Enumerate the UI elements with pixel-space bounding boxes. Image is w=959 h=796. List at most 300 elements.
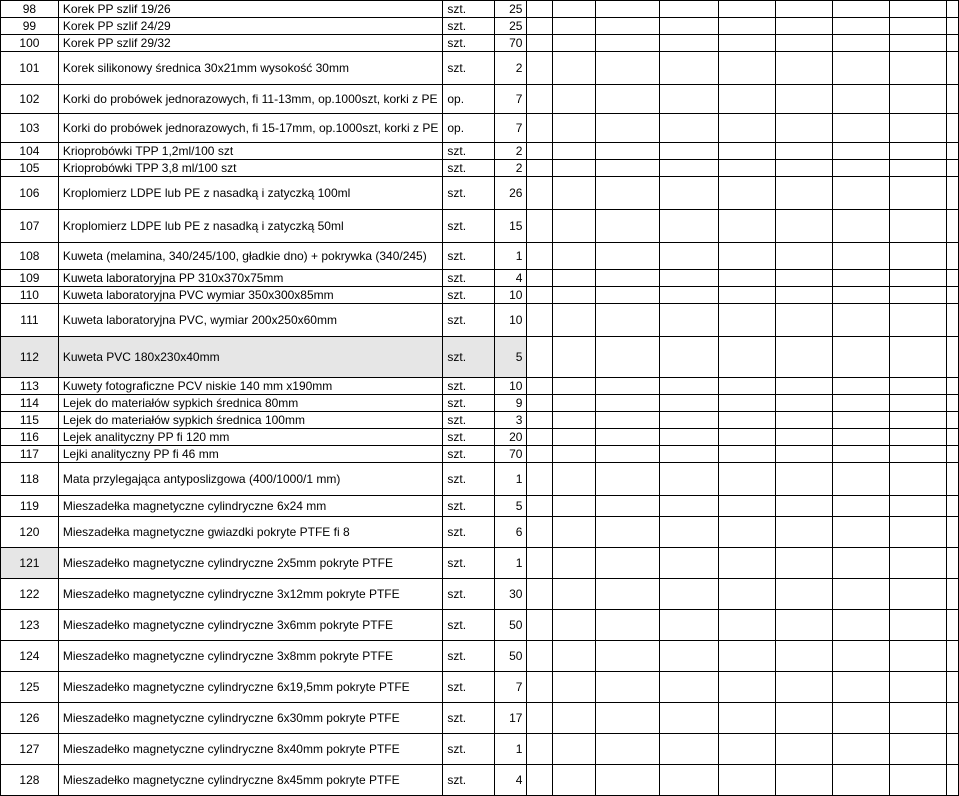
empty-cell [776, 496, 833, 517]
empty-cell [947, 446, 959, 463]
empty-cell [718, 395, 775, 412]
row-number: 98 [1, 1, 59, 18]
empty-cell [596, 412, 660, 429]
empty-cell [833, 496, 890, 517]
item-name: Mieszadełka magnetyczne cylindryczne 6x24 mm [58, 496, 443, 517]
empty-cell [596, 287, 660, 304]
item-unit: szt. [443, 395, 495, 412]
item-name: Mieszadełko magnetyczne cylindryczne 8x40mm pokryte PTFE [58, 734, 443, 765]
empty-cell [890, 672, 947, 703]
empty-cell [833, 143, 890, 160]
empty-cell [890, 287, 947, 304]
empty-cell [596, 337, 660, 378]
item-name: Krioprobówki TPP 1,2ml/100 szt [58, 143, 443, 160]
table-row [1, 395, 959, 412]
empty-cell [527, 270, 553, 287]
item-quantity: 25 [494, 1, 527, 18]
empty-cell [947, 463, 959, 496]
item-unit: szt. [443, 35, 495, 52]
item-quantity: 70 [494, 35, 527, 52]
empty-cell [947, 85, 959, 114]
empty-cell [553, 395, 596, 412]
empty-cell [718, 496, 775, 517]
empty-cell [553, 734, 596, 765]
empty-cell [596, 114, 660, 143]
empty-cell [833, 337, 890, 378]
row-number: 118 [1, 463, 59, 496]
empty-cell [527, 52, 553, 85]
empty-cell [553, 287, 596, 304]
empty-cell [718, 143, 775, 160]
item-name: Korek PP szlif 29/32 [58, 35, 443, 52]
item-quantity: 7 [494, 114, 527, 143]
empty-cell [947, 270, 959, 287]
item-unit: szt. [443, 304, 495, 337]
empty-cell [596, 304, 660, 337]
empty-cell [527, 35, 553, 52]
row-number: 128 [1, 765, 59, 796]
empty-cell [890, 270, 947, 287]
empty-cell [947, 496, 959, 517]
empty-cell [553, 672, 596, 703]
empty-cell [596, 177, 660, 210]
empty-cell [833, 734, 890, 765]
item-name: Kuwety fotograficzne PCV niskie 140 mm x190mm [58, 378, 443, 395]
item-name: Kuweta laboratoryjna PVC, wymiar 200x250x60mm [58, 304, 443, 337]
empty-cell [527, 210, 553, 243]
empty-cell [890, 463, 947, 496]
empty-cell [833, 210, 890, 243]
empty-cell [947, 1, 959, 18]
empty-cell [833, 1, 890, 18]
empty-cell [553, 85, 596, 114]
empty-cell [947, 210, 959, 243]
empty-cell [718, 35, 775, 52]
empty-cell [718, 243, 775, 270]
empty-cell [776, 85, 833, 114]
row-number: 109 [1, 270, 59, 287]
item-quantity: 3 [494, 412, 527, 429]
empty-cell [553, 429, 596, 446]
empty-cell [660, 143, 719, 160]
item-quantity: 4 [494, 765, 527, 796]
item-name: Kroplomierz LDPE lub PE z nasadką i zatyczką 100ml [58, 177, 443, 210]
empty-cell [890, 114, 947, 143]
table-row [1, 610, 959, 641]
empty-cell [660, 579, 719, 610]
empty-cell [776, 337, 833, 378]
empty-cell [776, 114, 833, 143]
empty-cell [947, 579, 959, 610]
item-unit: szt. [443, 641, 495, 672]
item-unit: szt. [443, 579, 495, 610]
item-quantity: 2 [494, 143, 527, 160]
empty-cell [660, 446, 719, 463]
empty-cell [947, 18, 959, 35]
empty-cell [776, 610, 833, 641]
empty-cell [596, 579, 660, 610]
row-number: 112 [1, 337, 59, 378]
empty-cell [890, 703, 947, 734]
empty-cell [553, 337, 596, 378]
item-unit: szt. [443, 52, 495, 85]
empty-cell [833, 270, 890, 287]
empty-cell [660, 429, 719, 446]
item-unit: szt. [443, 548, 495, 579]
empty-cell [527, 429, 553, 446]
item-name: Mieszadełko magnetyczne cylindryczne 2x5mm pokryte PTFE [58, 548, 443, 579]
empty-cell [947, 337, 959, 378]
empty-cell [718, 548, 775, 579]
table-row [1, 143, 959, 160]
table-row [1, 177, 959, 210]
empty-cell [833, 703, 890, 734]
empty-cell [947, 734, 959, 765]
item-unit: op. [443, 85, 495, 114]
item-name: Lejki analityczny PP fi 46 mm [58, 446, 443, 463]
empty-cell [947, 52, 959, 85]
item-unit: szt. [443, 177, 495, 210]
empty-cell [553, 18, 596, 35]
empty-cell [527, 243, 553, 270]
item-quantity: 10 [494, 304, 527, 337]
empty-cell [718, 304, 775, 337]
empty-cell [527, 114, 553, 143]
item-name: Mieszadełko magnetyczne cylindryczne 6x30mm pokryte PTFE [58, 703, 443, 734]
empty-cell [947, 160, 959, 177]
empty-cell [833, 378, 890, 395]
empty-cell [890, 35, 947, 52]
table-row [1, 270, 959, 287]
item-unit: szt. [443, 610, 495, 641]
item-name: Kroplomierz LDPE lub PE z nasadką i zatyczką 50ml [58, 210, 443, 243]
row-number: 108 [1, 243, 59, 270]
empty-cell [718, 517, 775, 548]
empty-cell [553, 548, 596, 579]
item-quantity: 50 [494, 610, 527, 641]
empty-cell [890, 160, 947, 177]
table-row [1, 641, 959, 672]
empty-cell [890, 378, 947, 395]
table-row [1, 304, 959, 337]
empty-cell [527, 378, 553, 395]
item-unit: op. [443, 114, 495, 143]
empty-cell [947, 114, 959, 143]
empty-cell [660, 672, 719, 703]
empty-cell [553, 463, 596, 496]
empty-cell [660, 395, 719, 412]
empty-cell [553, 270, 596, 287]
row-number: 103 [1, 114, 59, 143]
item-quantity: 7 [494, 672, 527, 703]
empty-cell [660, 641, 719, 672]
empty-cell [718, 412, 775, 429]
table-row [1, 243, 959, 270]
empty-cell [527, 446, 553, 463]
row-number: 106 [1, 177, 59, 210]
empty-cell [527, 85, 553, 114]
empty-cell [527, 496, 553, 517]
empty-cell [718, 610, 775, 641]
empty-cell [596, 52, 660, 85]
empty-cell [660, 35, 719, 52]
row-number: 99 [1, 18, 59, 35]
empty-cell [718, 337, 775, 378]
item-quantity: 10 [494, 378, 527, 395]
item-unit: szt. [443, 412, 495, 429]
item-name: Korek silikonowy średnica 30x21mm wysokość 30mm [58, 52, 443, 85]
table-row [1, 35, 959, 52]
empty-cell [776, 429, 833, 446]
empty-cell [596, 143, 660, 160]
item-unit: szt. [443, 429, 495, 446]
empty-cell [947, 177, 959, 210]
item-name: Korek PP szlif 19/26 [58, 1, 443, 18]
empty-cell [947, 143, 959, 160]
empty-cell [776, 143, 833, 160]
empty-cell [553, 496, 596, 517]
table-row [1, 1, 959, 18]
item-quantity: 30 [494, 579, 527, 610]
table-row [1, 496, 959, 517]
empty-cell [890, 517, 947, 548]
empty-cell [660, 304, 719, 337]
row-number: 104 [1, 143, 59, 160]
empty-cell [947, 517, 959, 548]
empty-cell [833, 548, 890, 579]
empty-cell [527, 703, 553, 734]
empty-cell [718, 177, 775, 210]
empty-cell [890, 446, 947, 463]
empty-cell [890, 304, 947, 337]
row-number: 110 [1, 287, 59, 304]
item-name: Kuweta laboratoryjna PVC wymiar 350x300x85mm [58, 287, 443, 304]
empty-cell [553, 160, 596, 177]
item-unit: szt. [443, 18, 495, 35]
table-row [1, 703, 959, 734]
item-name: Mieszadełko magnetyczne cylindryczne 3x6mm pokryte PTFE [58, 610, 443, 641]
item-quantity: 25 [494, 18, 527, 35]
empty-cell [527, 337, 553, 378]
empty-cell [833, 429, 890, 446]
empty-cell [660, 1, 719, 18]
empty-cell [833, 243, 890, 270]
empty-cell [833, 85, 890, 114]
item-unit: szt. [443, 734, 495, 765]
empty-cell [776, 177, 833, 210]
item-quantity: 50 [494, 641, 527, 672]
empty-cell [660, 210, 719, 243]
empty-cell [718, 210, 775, 243]
item-unit: szt. [443, 463, 495, 496]
row-number: 119 [1, 496, 59, 517]
item-name: Mata przylegająca antyposlizgowa (400/1000/1 mm) [58, 463, 443, 496]
empty-cell [833, 517, 890, 548]
empty-cell [833, 446, 890, 463]
empty-cell [718, 446, 775, 463]
item-unit: szt. [443, 378, 495, 395]
empty-cell [890, 641, 947, 672]
item-quantity: 15 [494, 210, 527, 243]
empty-cell [833, 672, 890, 703]
empty-cell [596, 243, 660, 270]
empty-cell [776, 210, 833, 243]
empty-cell [833, 177, 890, 210]
empty-cell [527, 412, 553, 429]
empty-cell [553, 641, 596, 672]
row-number: 125 [1, 672, 59, 703]
table-row [1, 85, 959, 114]
row-number: 102 [1, 85, 59, 114]
empty-cell [833, 114, 890, 143]
empty-cell [718, 734, 775, 765]
empty-cell [660, 463, 719, 496]
empty-cell [776, 304, 833, 337]
empty-cell [833, 52, 890, 85]
row-number: 127 [1, 734, 59, 765]
table-row [1, 287, 959, 304]
empty-cell [776, 35, 833, 52]
empty-cell [776, 160, 833, 177]
item-name: Mieszadełko magnetyczne cylindryczne 3x12mm pokryte PTFE [58, 579, 443, 610]
empty-cell [776, 446, 833, 463]
empty-cell [596, 270, 660, 287]
empty-cell [833, 160, 890, 177]
row-number: 123 [1, 610, 59, 641]
empty-cell [553, 143, 596, 160]
row-number: 107 [1, 210, 59, 243]
empty-cell [776, 378, 833, 395]
empty-cell [833, 287, 890, 304]
empty-cell [527, 548, 553, 579]
table-row [1, 378, 959, 395]
empty-cell [947, 429, 959, 446]
empty-cell [718, 287, 775, 304]
empty-cell [596, 1, 660, 18]
empty-cell [776, 734, 833, 765]
empty-cell [660, 412, 719, 429]
empty-cell [527, 160, 553, 177]
empty-cell [833, 395, 890, 412]
item-quantity: 70 [494, 446, 527, 463]
empty-cell [660, 337, 719, 378]
item-unit: szt. [443, 270, 495, 287]
empty-cell [660, 287, 719, 304]
table-row [1, 429, 959, 446]
empty-cell [660, 160, 719, 177]
empty-cell [660, 496, 719, 517]
empty-cell [947, 378, 959, 395]
empty-cell [718, 1, 775, 18]
row-number: 120 [1, 517, 59, 548]
empty-cell [776, 287, 833, 304]
item-name: Mieszadełko magnetyczne cylindryczne 6x19,5mm pokryte PTFE [58, 672, 443, 703]
empty-cell [527, 177, 553, 210]
empty-cell [890, 579, 947, 610]
item-unit: szt. [443, 672, 495, 703]
item-quantity: 5 [494, 337, 527, 378]
empty-cell [776, 412, 833, 429]
row-number: 114 [1, 395, 59, 412]
item-name: Lejek do materiałów sypkich średnica 100mm [58, 412, 443, 429]
empty-cell [596, 378, 660, 395]
empty-cell [553, 517, 596, 548]
item-quantity: 6 [494, 517, 527, 548]
empty-cell [718, 52, 775, 85]
empty-cell [660, 270, 719, 287]
row-number: 126 [1, 703, 59, 734]
item-unit: szt. [443, 143, 495, 160]
empty-cell [890, 412, 947, 429]
empty-cell [947, 641, 959, 672]
empty-cell [596, 703, 660, 734]
item-unit: szt. [443, 703, 495, 734]
empty-cell [553, 52, 596, 85]
empty-cell [890, 52, 947, 85]
row-number: 113 [1, 378, 59, 395]
empty-cell [776, 395, 833, 412]
row-number: 100 [1, 35, 59, 52]
empty-cell [718, 270, 775, 287]
item-unit: szt. [443, 496, 495, 517]
empty-cell [596, 160, 660, 177]
empty-cell [718, 672, 775, 703]
empty-cell [776, 270, 833, 287]
table-row [1, 463, 959, 496]
item-name: Krioprobówki TPP 3,8 ml/100 szt [58, 160, 443, 177]
empty-cell [596, 641, 660, 672]
empty-cell [776, 463, 833, 496]
empty-cell [776, 243, 833, 270]
row-number: 101 [1, 52, 59, 85]
empty-cell [596, 463, 660, 496]
item-unit: szt. [443, 160, 495, 177]
empty-cell [527, 143, 553, 160]
empty-cell [527, 517, 553, 548]
empty-cell [776, 548, 833, 579]
empty-cell [718, 160, 775, 177]
empty-cell [553, 177, 596, 210]
table-row [1, 114, 959, 143]
empty-cell [553, 610, 596, 641]
empty-cell [947, 243, 959, 270]
empty-cell [890, 210, 947, 243]
empty-cell [890, 429, 947, 446]
item-quantity: 10 [494, 287, 527, 304]
empty-cell [553, 378, 596, 395]
table-row [1, 446, 959, 463]
empty-cell [776, 18, 833, 35]
item-unit: szt. [443, 337, 495, 378]
empty-cell [776, 52, 833, 85]
empty-cell [776, 517, 833, 548]
empty-cell [660, 378, 719, 395]
empty-cell [890, 143, 947, 160]
empty-cell [596, 35, 660, 52]
empty-cell [718, 114, 775, 143]
empty-cell [890, 177, 947, 210]
item-name: Korki do probówek jednorazowych, fi 11-13mm, op.1000szt, korki z PE [58, 85, 443, 114]
empty-cell [947, 287, 959, 304]
empty-cell [553, 1, 596, 18]
row-number: 117 [1, 446, 59, 463]
empty-cell [527, 734, 553, 765]
empty-cell [718, 429, 775, 446]
item-quantity: 5 [494, 496, 527, 517]
empty-cell [553, 703, 596, 734]
empty-cell [527, 395, 553, 412]
item-quantity: 2 [494, 52, 527, 85]
